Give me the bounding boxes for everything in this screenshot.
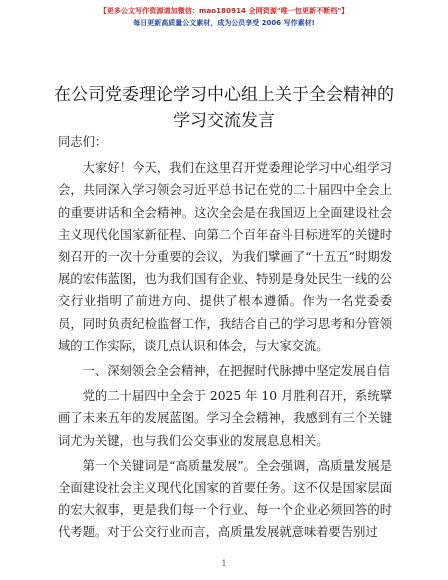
- title-line-2: 学习交流发言: [173, 111, 275, 131]
- title-line-1: 在公司党委理论学习中心组上关于全会精神的: [54, 85, 394, 105]
- paragraph-opening: 大家好！今天，我们在这里召开党委理论学习中心组学习会，共同深入学习领会习近平总书记在党的二十届四中全会上的重要讲话和全会精神。这次全会是在我国迈上全面建设社会主义现代化国家新征程、向第二个百年奋斗目标进军的关键时刻召开的一次十分重要的会议，为我们擘画了“十五五”时期发展的宏伟蓝图，也为我们国有企业、特别是身处民生一线的公交行业指明了前进方向、提供了根本遵循。作为一名党委委员，同时负责纪检监督工作，我结合自己的学习思考和分管领域的工作实际，谈几点认识和体会，与大家交流。: [58, 161, 392, 353]
- promo-banner-line1: 【更多公文写作资源请加微信：mao180914 全网资源"唯一包更新不断档"】: [99, 7, 349, 15]
- document-title: [40, 82, 408, 134]
- promo-banner-line2: 每日更新高质量公文素材，成为公员享受 2006 写作素材!: [133, 19, 315, 27]
- page-number: 1: [221, 559, 227, 568]
- section-heading-1: 一、深刻领会全会精神，在把握时代脉搏中坚定发展自信: [82, 364, 391, 379]
- paragraph-keyword-1: 第一个关键词是“高质量发展”。全会强调，高质量发展是全面建设社会主义现代化国家的首要任务。这不仅是国家层面的宏大叙事，更是我们每一个行业、每一个企业必须回答的时代考题。对于公交行业而言，高质量发展就意味着要告别过: [58, 458, 392, 540]
- document-body: [58, 131, 392, 547]
- salutation: 同志们：: [58, 135, 108, 149]
- paragraph-plenum: 党的二十届四中全会于 2025 年 10 月胜利召开，系统擘画了未来五年的发展蓝图。学习全会精神，我感到有三个关键词尤为关键，也与我们公交事业的发展息息相关。: [58, 389, 392, 448]
